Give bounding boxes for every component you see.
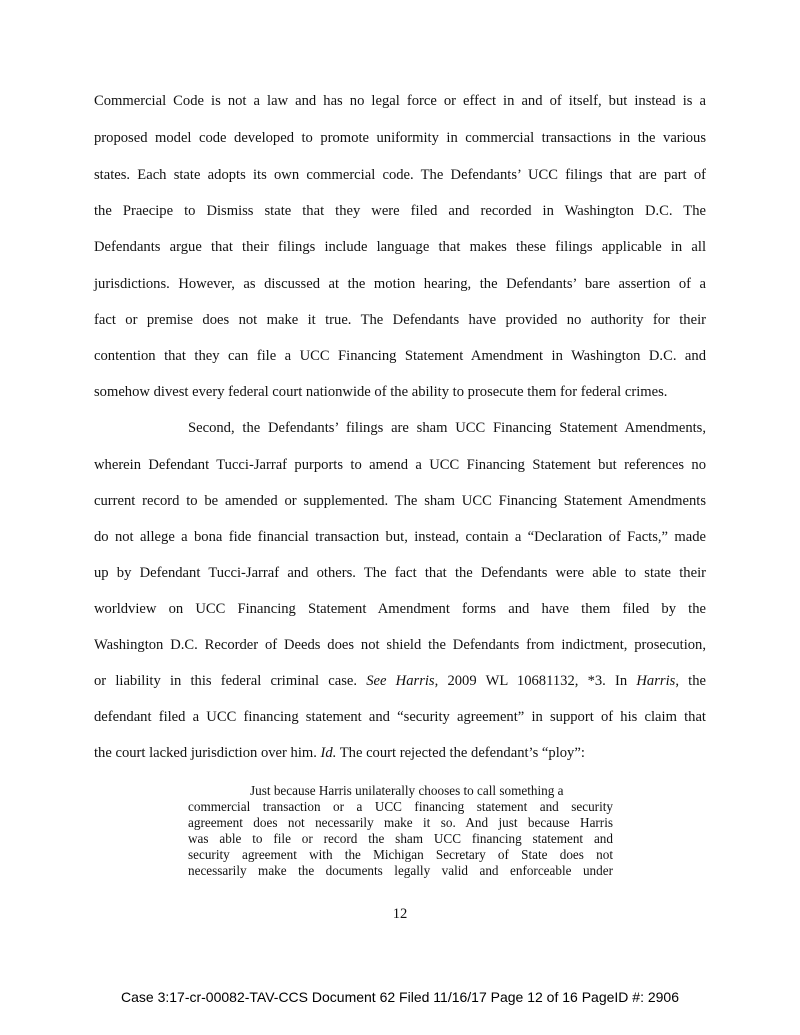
case-name: Harris	[636, 673, 676, 689]
body-line: proposed model code developed to promote uniformity in commercial transactions in the various	[94, 130, 706, 146]
block-quote-line: commercial transaction or a UCC financing statement and security	[188, 799, 613, 814]
body-line: Defendants argue that their filings include language that makes these filings applicable in all	[94, 239, 706, 255]
body-line: Commercial Code is not a law and has no legal force or effect in and of itself, but instead is a	[94, 93, 706, 109]
body-line: wherein Defendant Tucci-Jarraf purports to amend a UCC Financing Statement but references no	[94, 457, 706, 473]
body-line	[94, 744, 706, 762]
body-line: jurisdictions. However, as discussed at the motion hearing, the Defendants’ bare assertion of a	[94, 276, 706, 292]
body-line: states. Each state adopts its own commercial code. The Defendants’ UCC filings that are part of	[94, 167, 706, 183]
line-text: or liability in this federal criminal case.	[94, 673, 367, 689]
case-citation: See Harris	[366, 673, 435, 689]
line-text: , the	[675, 673, 706, 689]
body-line: worldview on UCC Financing Statement Amendment forms and have them filed by the	[94, 601, 706, 617]
line-text: the court lacked jurisdiction over him.	[94, 745, 321, 761]
body-line: contention that they can file a UCC Financing Statement Amendment in Washington D.C. and	[94, 348, 706, 364]
block-quote-line: agreement does not necessarily make it so. And just because Harris	[188, 815, 613, 830]
body-line: the Praecipe to Dismiss state that they were filed and recorded in Washington D.C. The	[94, 203, 706, 219]
paragraph-start-line: Second, the Defendants’ filings are sham UCC Financing Statement Amendments,	[188, 420, 706, 436]
body-line: current record to be amended or supplemented. The sham UCC Financing Statement Amendments	[94, 493, 706, 509]
body-line: do not allege a bona fide financial transaction but, instead, contain a “Declaration of Facts,” made	[94, 529, 706, 545]
block-quote-line: necessarily make the documents legally valid and enforceable under	[188, 863, 613, 878]
citation-line	[94, 672, 706, 690]
id-citation: Id.	[320, 745, 337, 761]
line-text: The court rejected the defendant’s “ploy”:	[336, 745, 585, 761]
body-line: up by Defendant Tucci-Jarraf and others. The fact that the Defendants were able to state their	[94, 565, 706, 581]
block-quote-line: Just because Harris unilaterally chooses to call something a	[250, 783, 564, 798]
line-text: , 2009 WL 10681132, *3. In	[434, 673, 637, 689]
page-number: 12	[392, 906, 408, 922]
body-line: defendant filed a UCC financing statement and “security agreement” in support of his claim that	[94, 709, 706, 725]
case-header: Case 3:17-cr-00082-TAV-CCS Document 62 Filed 11/16/17 Page 12 of 16 PageID #: 2906	[121, 989, 679, 1005]
block-quote-line: was able to file or record the sham UCC financing statement and	[188, 831, 613, 846]
body-line: Washington D.C. Recorder of Deeds does not shield the Defendants from indictment, prosecution,	[94, 637, 706, 653]
body-line: somehow divest every federal court nationwide of the ability to prosecute them for federal crimes.	[94, 384, 668, 400]
body-line: fact or premise does not make it true. The Defendants have provided no authority for their	[94, 312, 706, 328]
block-quote-line: security agreement with the Michigan Secretary of State does not	[188, 847, 613, 862]
